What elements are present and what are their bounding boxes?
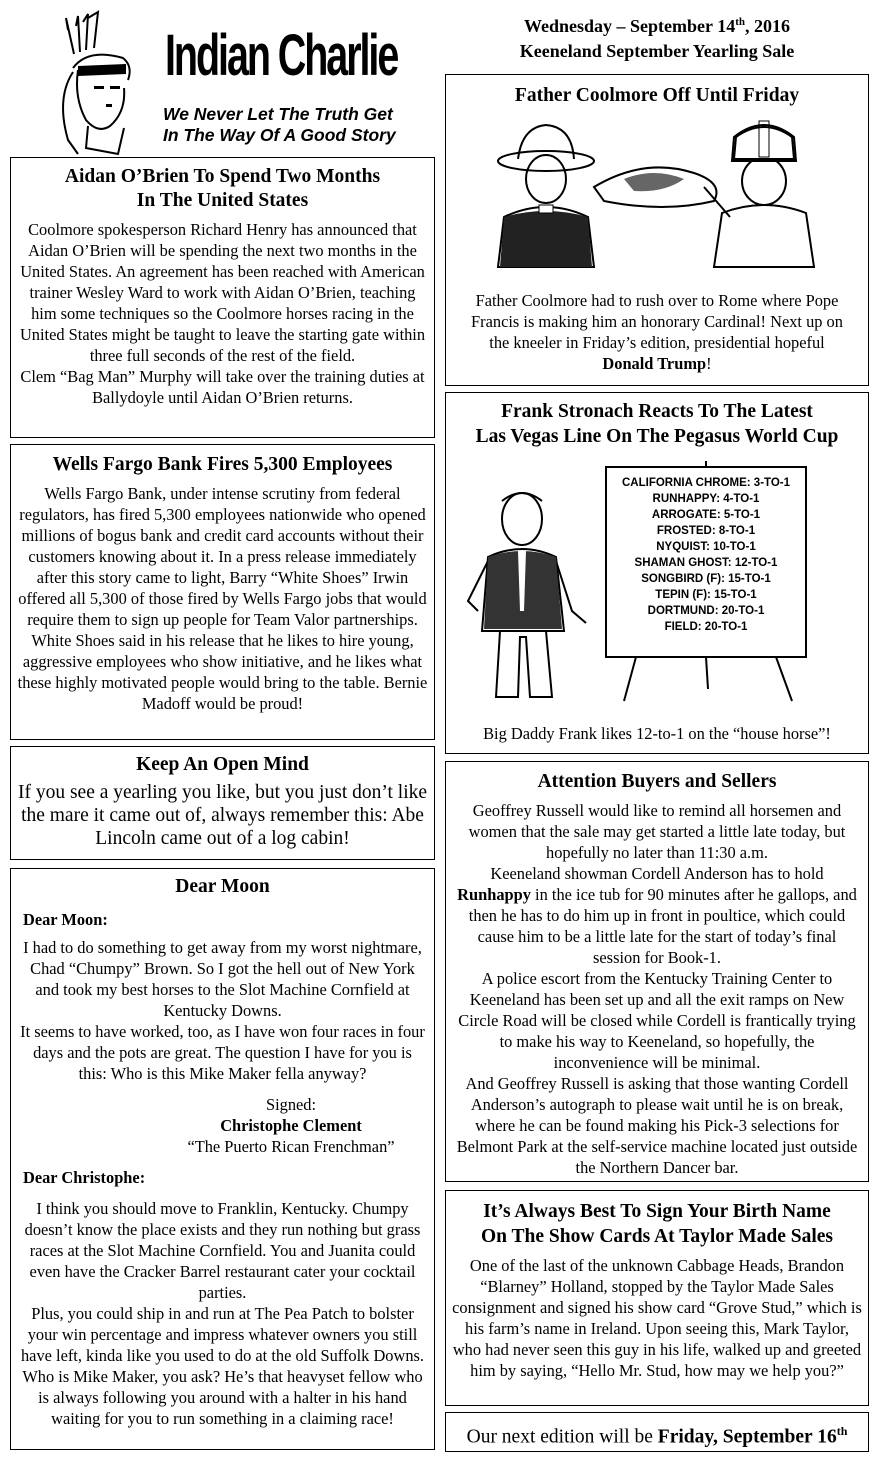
slogan-line-2: In The Way Of A Good Story [163, 125, 396, 145]
article-aidan [10, 157, 435, 438]
odds-list [606, 475, 806, 635]
odds-line: FIELD: 20-TO-1 [664, 621, 748, 633]
article-wells-fargo [10, 444, 435, 740]
article-body: One of the last of the unknown Cabbage Heads, Brandon “Blarney” Holland, stopped by the Taylor Made Sales consignment and signed his show card “Grove Stud,” which is his farm’s name in Ireland. Upon seeing this, Mark Taylor, who had never seen this guy in his life, walked up and greeted him by saying, “Hello Mr. Stud, how may we help you?” [452, 1256, 862, 1380]
article-headline: Frank Stronach Reacts To The Latest Las Vegas Line On The Pegasus World Cup [475, 401, 839, 447]
article-body: Wells Fargo Bank, under intense scrutiny from federal regulators, has fired 5,300 employees nationwide who opened millions of bogus bank and credit card accounts without their customers knowing about it. In a press release immediately after this story came to light, Barry “White Shoes” Irwin offered all 5,300 of those fired by Wells Fargo jobs that would require them to sign up people for Team Valor partnerships. White Shoes said in his release that he likes to hire young, aggressive employees who show initiative, and he likes what these highly motivated people would bring to the table. Bernie Madoff would be proud! [17, 484, 428, 713]
article-caption: Big Daddy Frank likes 12-to-1 on the “house horse”! [483, 724, 831, 743]
article-headline: It’s Always Best To Sign Your Birth Name On The Show Cards At Taylor Made Sales [481, 1201, 833, 1247]
salutation: Dear Moon: [23, 910, 108, 929]
article-coolmore [445, 74, 869, 386]
article-attention [445, 761, 869, 1182]
letter-body: I had to do something to get away from my worst nightmare, Chad “Chumpy” Brown. So I got the hell out of New York and took my best horses to the Slot Machine Cornfield at Kentucky Downs. It seems to have worked, too, as I have won four races in four days and the pots are great. The question I have for you is this: Who is this Mike Maker fella anyway? [20, 938, 425, 1083]
article-body: If you see a yearling you like, but you just don’t like the mare it came out of, always remember this: Abe Lincoln came out of a log cabin! [17, 782, 428, 849]
reply-salutation: Dear Christophe: [23, 1168, 146, 1187]
article-headline: Dear Moon [175, 876, 270, 897]
stronach-cartoon-illustration [460, 461, 590, 711]
article-open-mind [10, 746, 435, 860]
cardinal-cartoon-illustration [474, 117, 844, 317]
article-stronach [445, 392, 869, 754]
indian-chief-logo-icon [28, 8, 148, 156]
article-body: Geoffrey Russell would like to remind all horsemen and women that the sale may get started a little late today, but hopefully no later than 11:30 a.m. Keeneland showman Cordell Anderson has to hold Runhappy in the ice tub for 90 minutes after he gallops, and then he has to do him up in front in poultice, which could cause him to be a little late for the start of today’s final session for Book-1. A police escort from the Kentucky Training Center to Keeneland has been set up and all the exit ramps on New Circle Road will be closed while Cordell is frantically trying to make his way to Keeneland, so hopefully, the inconvenience will be minimal. And Geoffrey Russell is asking that those wanting Cordell Anderson’s autograph to please wait until he is on break, where he can be found making his Pick-3 selections for Belmont Park at the self-service machine located just outside the Northern Dancer bar. [456, 801, 858, 1177]
reply-body: I think you should move to Franklin, Kentucky. Chumpy doesn’t know the place exists and they run nothing but grass races at the Slot Machine Cornfield. You and Juanita could even have the Cracker Barrel restaurant cater your cocktail parties. Plus, you could ship in and run at The Pea Patch to bolster your win percentage and impress whatever owners you still have left, kinda like you used to do at the old Suffolk Downs. Who is Mike Maker, you ask? He’s that heavyset fellow who is always following you around with a halter in his hand waiting for you to run something in a claiming race! [20, 1199, 425, 1428]
article-headline: Attention Buyers and Sellers [537, 771, 777, 792]
article-caption: Father Coolmore had to rush over to Rome where Pope Francis is making him an honorary Cardinal! Next up on the kneeler in Friday’s edition, presidential hopeful Donald Trump! [471, 291, 843, 373]
odds-line: SONGBIRD (F): 15-TO-1 [641, 573, 771, 585]
masthead-slogan [163, 104, 396, 146]
odds-line: CALIFORNIA CHROME: 3-TO-1 [621, 477, 791, 489]
odds-line: FROSTED: 8-TO-1 [656, 525, 756, 537]
article-body: Coolmore spokesperson Richard Henry has announced that Aidan O’Brien will be spending the next two months in the United States. An agreement has been reached with American trainer Wesley Ward to work with Aidan O’Brien, teaching him some techniques so the Coolmore horses racing in the United States might be taught to leave the starting gate within three full seconds of the rest of the field. Clem “Bag Man” Murphy will take over the training duties at Ballydoyle until Aidan O’Brien returns. [19, 220, 426, 407]
slogan-line-1: We Never Let The Truth Get [163, 104, 393, 124]
article-dear-moon [10, 868, 435, 1450]
article-birth-name [445, 1190, 869, 1406]
odds-line: DORTMUND: 20-TO-1 [647, 605, 765, 617]
article-headline: Wells Fargo Bank Fires 5,300 Employees [52, 454, 393, 475]
odds-line: NYQUIST: 10-TO-1 [656, 541, 756, 553]
odds-line: ARROGATE: 5-TO-1 [651, 509, 761, 521]
article-headline: Aidan O’Brien To Spend Two Months In The United States [64, 166, 381, 211]
dateline [448, 10, 866, 64]
next-edition-notice: Our next edition will be Friday, September 16th [445, 1412, 869, 1452]
masthead-title: Indian Charlie [165, 23, 398, 88]
article-headline: Keep An Open Mind [136, 754, 309, 775]
odds-line: TEPIN (F): 15-TO-1 [655, 589, 757, 601]
issue-date: Wednesday – September 14th, 2016 [524, 16, 790, 36]
odds-line: SHAMAN GHOST: 12-TO-1 [634, 557, 778, 569]
article-headline: Father Coolmore Off Until Friday [514, 85, 800, 106]
odds-line: RUNHAPPY: 4-TO-1 [652, 493, 760, 505]
signature-block: Signed: Christophe Clement “The Puerto Rican Frenchman” [187, 1095, 395, 1156]
event-name: Keeneland September Yearling Sale [519, 41, 795, 61]
